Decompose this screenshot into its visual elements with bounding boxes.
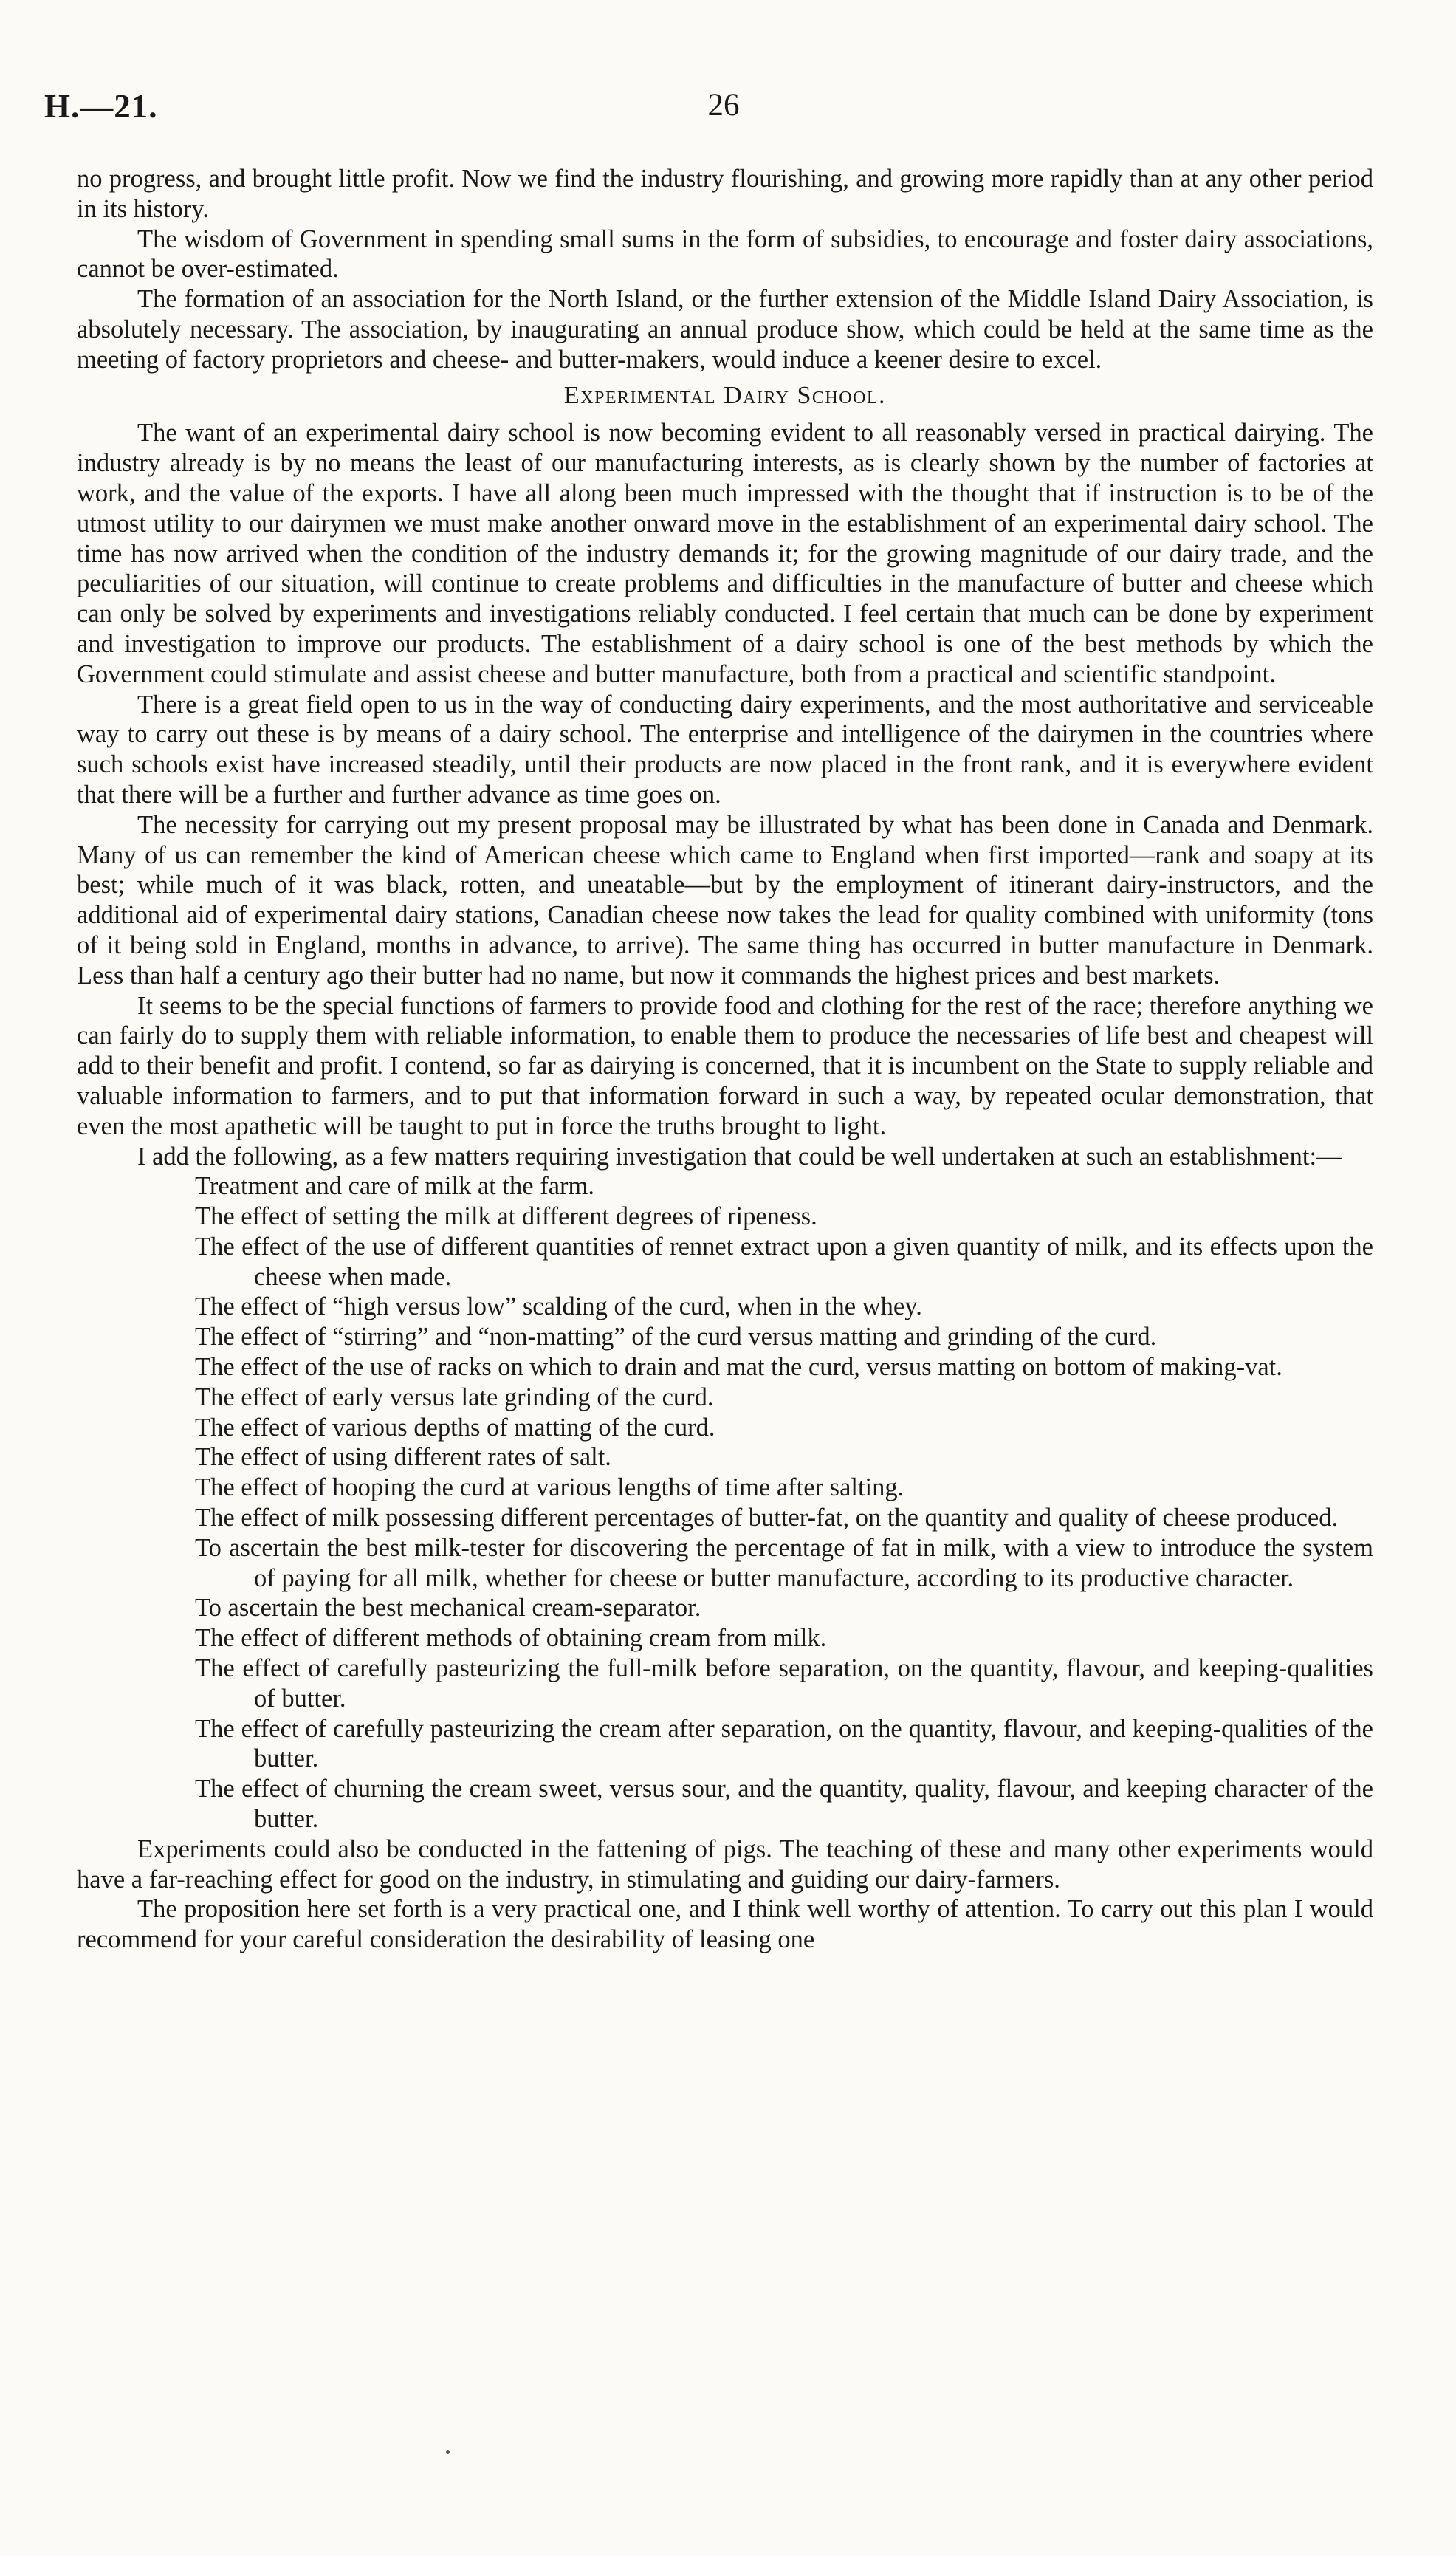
list-item: The effect of churning the cream sweet, versus sour, and the quantity, quality, flavour, and keeping character of the butter. [195,1775,1373,1834]
section-heading: Experimental Dairy School. [563,381,887,409]
list-item: The effect of milk possessing different percentages of butter-fat, on the quantity and quality of cheese produced. [195,1504,1339,1532]
paragraph: The wisdom of Government in spending small sums in the form of subsidies, to encourage and foster dairy associations, cannot be over-estimated. [77,225,1373,284]
paragraph: I add the following, as a few matters requiring investigation that could be well undertaken at such an establishment:— [137,1142,1342,1171]
list-item: To ascertain the best mechanical cream-separator. [195,1594,701,1623]
ink-speck [446,2450,450,2454]
list-item: The effect of different methods of obtaining cream from milk. [195,1624,827,1653]
paragraph: Experiments could also be conducted in the fattening of pigs. The teaching of these and many other experiments would have a far-reaching effect for good on the industry, in stimulating and guiding our dairy-farmers. [77,1834,1373,1894]
paragraph: The proposition here set forth is a very practical one, and I think well worthy of attention. To carry out this plan I would recommend for your careful consideration the desirability of leasing one [77,1895,1373,1954]
list-item: To ascertain the best milk-tester for discovering the percentage of fat in milk, with a view to introduce the system of paying for all milk, whether for cheese or butter manufacture, according to its productive character. [195,1533,1373,1592]
list-item: The effect of various depths of matting of the curd. [195,1413,715,1442]
list-item: The effect of early versus late grinding of the curd. [195,1382,714,1411]
list-item: The effect of carefully pasteurizing the cream after separation, on the quantity, flavour, and keeping-qualities of the butter. [195,1714,1373,1773]
document-body [77,164,1373,1955]
paragraph: It seems to be the special functions of farmers to provide food and clothing for the rest of the race; therefore anything we can fairly do to supply them with reliable information, to enable them to produce the necessaries of life best and cheapest will add to their benefit and profit. I contend, so far as dairying is concerned, that it is incumbent on the State to supply reliable and valuable information to farmers, and to put that information forward in such a way, by repeated ocular demonstration, that even the most apathetic will be taught to put in force the truths brought to light. [77,991,1373,1140]
paragraph: There is a great field open to us in the way of conducting dairy experiments, and the most authoritative and serviceable way to carry out these is by means of a dairy school. The enterprise and intelligence of the dairymen in the countries where such schools exist have increased steadily, until their products are now placed in the front rank, and it is everywhere evident that there will be a further and further advance as time goes on. [77,690,1373,809]
list-item: The effect of “stirring” and “non-matting” of the curd versus matting and grinding of the curd. [195,1323,1157,1351]
list-item: The effect of “high versus low” scalding of the curd, when in the whey. [195,1292,922,1321]
list-item: The effect of the use of racks on which to drain and mat the curd, versus matting on bottom of making-vat. [195,1353,1282,1382]
list-item: The effect of carefully pasteurizing the full-milk before separation, on the quantity, flavour, and keeping-qualities of butter. [195,1654,1373,1713]
investigation-list [77,1171,1373,1834]
list-item: The effect of using different rates of salt. [195,1443,611,1472]
paragraph: The formation of an association for the North Island, or the further extension of the Middle Island Dairy Association, is absolutely necessary. The association, by inaugurating an annual produce show, which could be held at the same time as the meeting of factory proprietors and cheese- and butter-makers, would induce a keener desire to excel. [77,285,1373,374]
page-number: 26 [707,88,740,123]
paragraph: no progress, and brought little profit. Now we find the industry flourishing, and growing more rapidly than at any other period in its history. [77,165,1373,223]
list-item: The effect of the use of different quantities of rennet extract upon a given quantity of milk, and its effects upon the cheese when made. [195,1232,1373,1291]
list-item: Treatment and care of milk at the farm. [195,1172,594,1201]
paragraph: The necessity for carrying out my present proposal may be illustrated by what has been done in Canada and Denmark. Many of us can remember the kind of American cheese which came to England when first imported—rank and soapy at its best; while much of it was black, rotten, and uneatable—but by the employment of itinerant dairy-instructors, and the additional aid of experimental dairy stations, Canadian cheese now takes the lead for quality combined with uniformity (tons of it being sold in England, months in advance, to arrive). The same thing has occurred in butter manufacture in Denmark. Less than half a century ago their butter had no name, but now it commands the highest prices and best markets. [77,810,1373,990]
paragraph: The want of an experimental dairy school is now becoming evident to all reasonably versed in practical dairying. The industry already is by no means the least of our manufacturing interests, as is clearly shown by the number of factories at work, and the value of the exports. I have all along been much impressed with the thought that if instruction is to be of the utmost utility to our dairymen we must make another onward move in the establishment of an experimental dairy school. The time has now arrived when the condition of the industry demands it; for the growing magnitude of our dairy trade, and the peculiarities of our situation, will continue to create problems and difficulties in the manufacture of butter and cheese which can only be solved by experiments and investigations reliably conducted. I feel certain that much can be done by experiment and investigation to improve our products. The establishment of a dairy school is one of the best methods by which the Government could stimulate and assist cheese and butter manufacture, both from a practical and scientific standpoint. [77,419,1373,688]
list-item: The effect of hooping the curd at various lengths of time after salting. [195,1473,904,1502]
document-reference: H.—21. [44,88,158,125]
list-item: The effect of setting the milk at different degrees of ripeness. [195,1202,817,1231]
page-header [44,87,1403,131]
